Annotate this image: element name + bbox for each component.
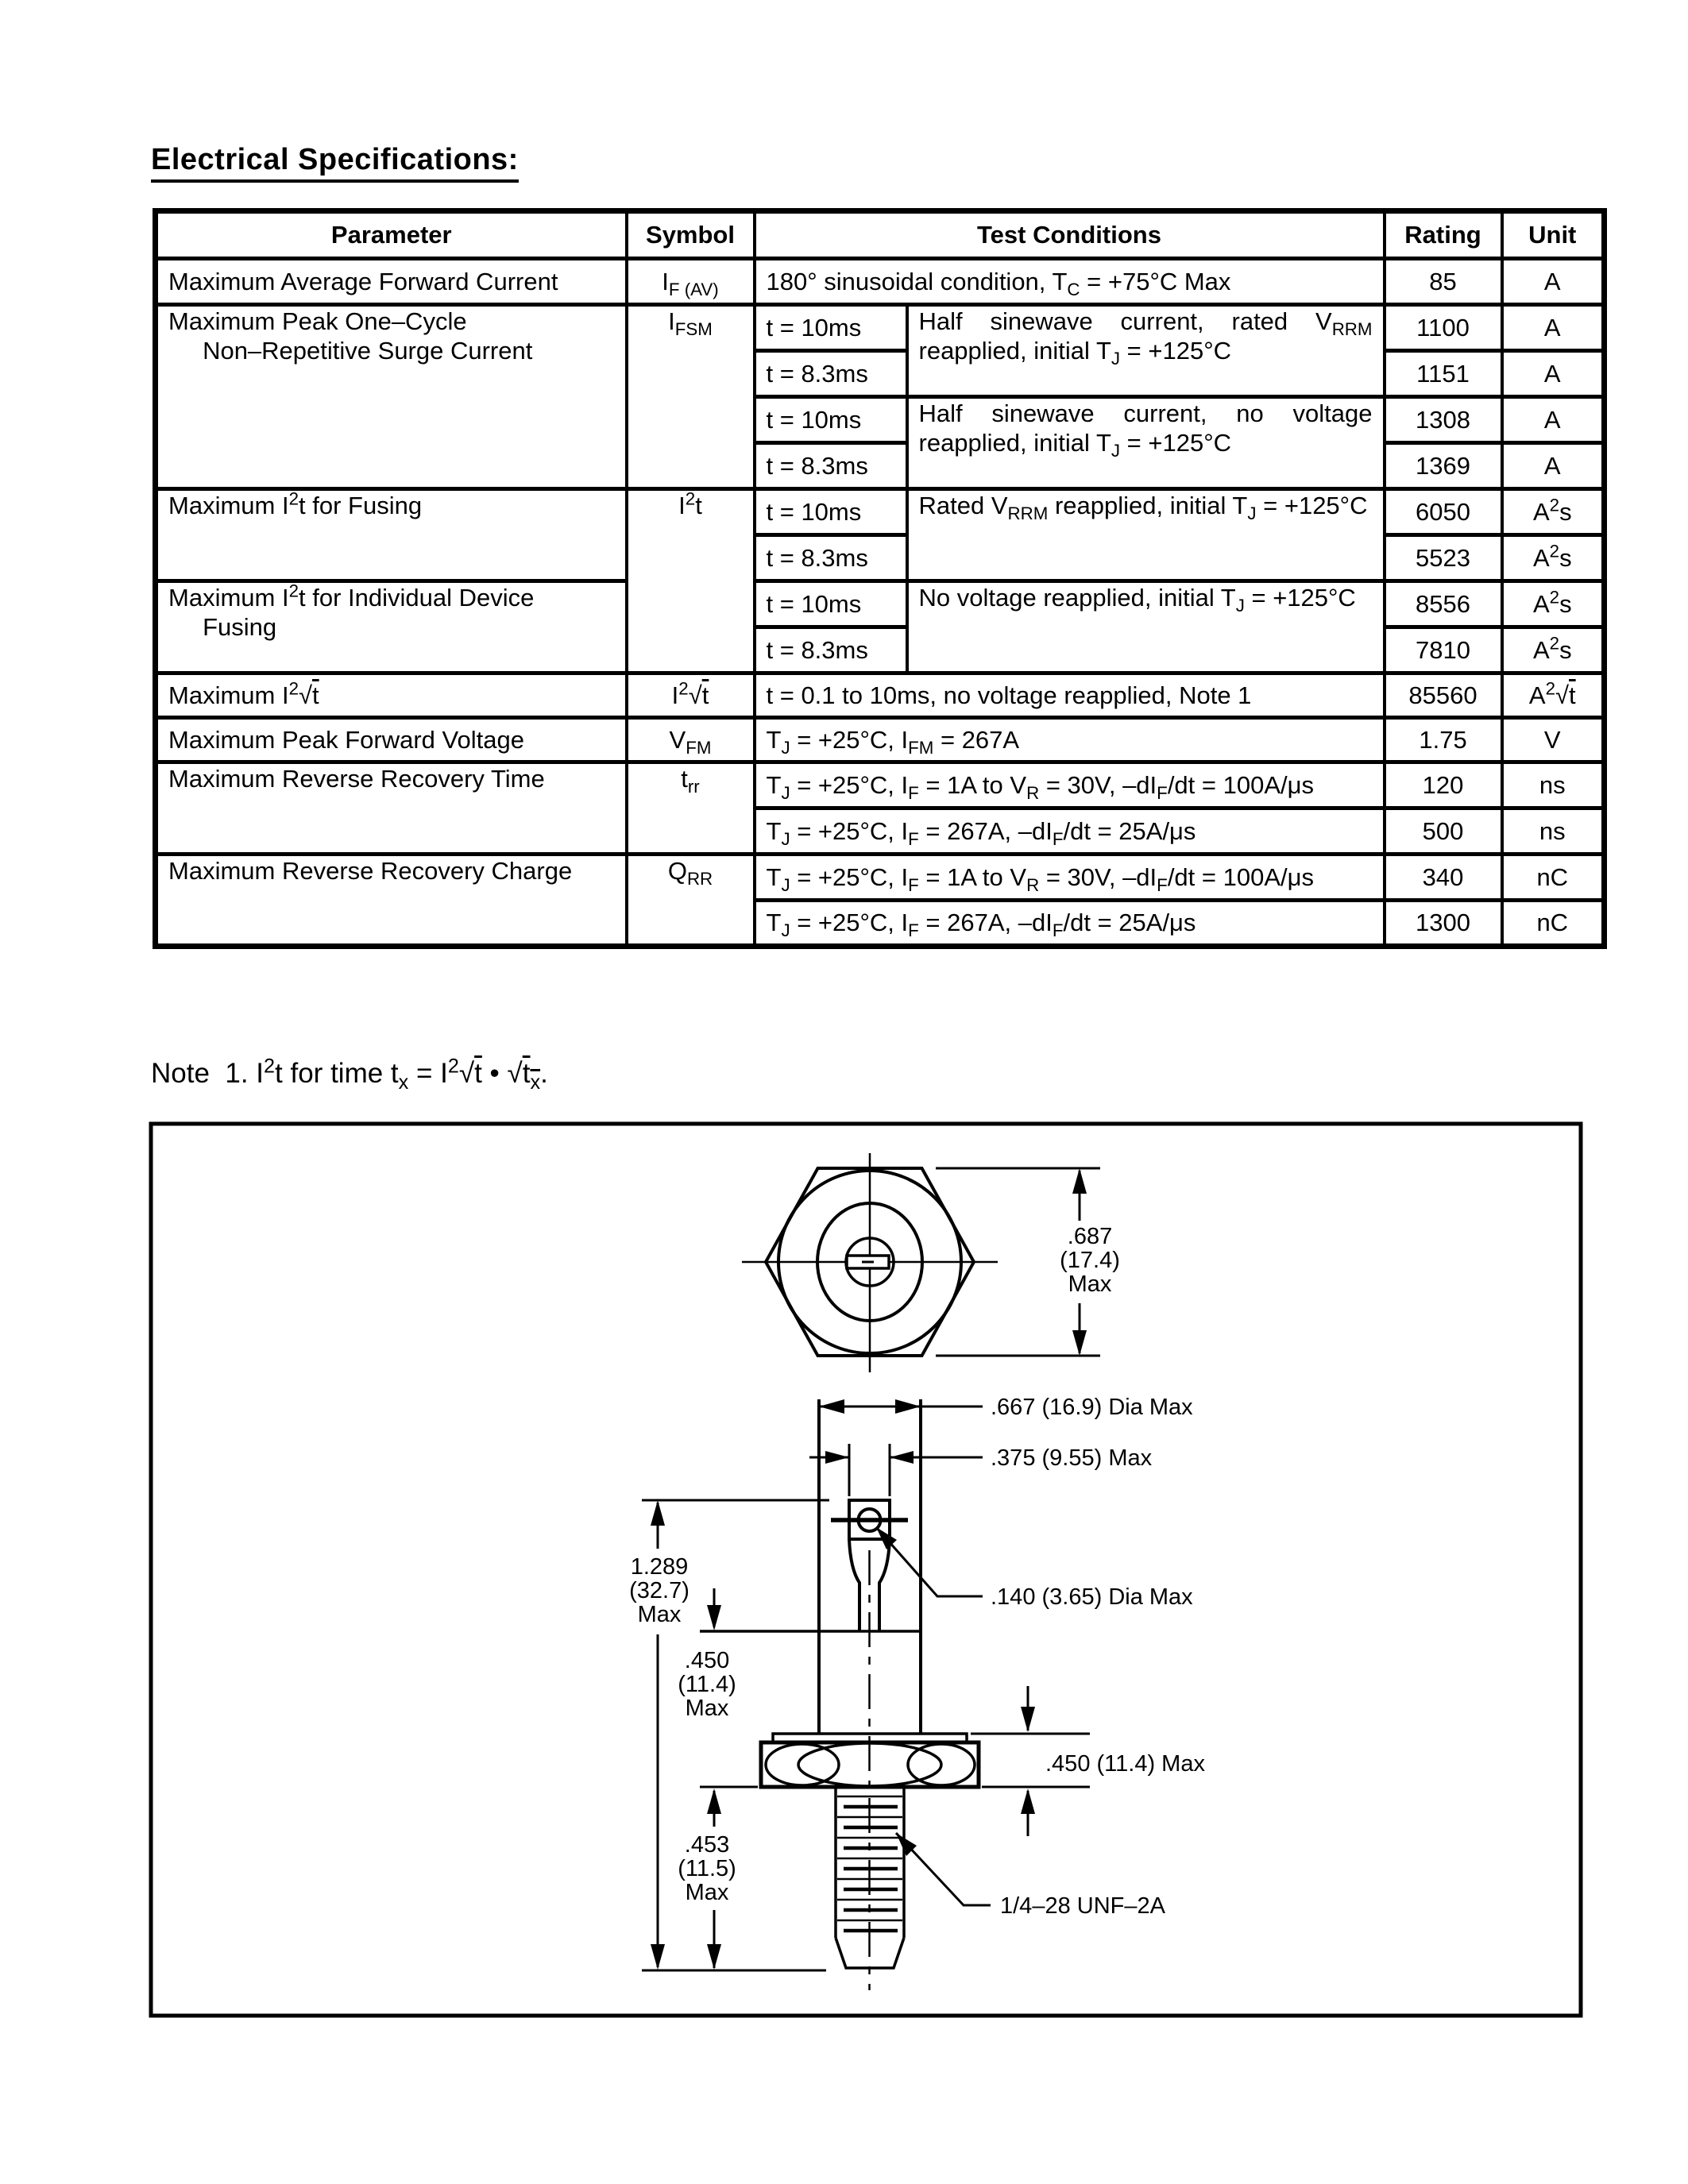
arrow-left-icon [890, 1451, 914, 1464]
unit-cell: $A^2s$ [1502, 581, 1605, 627]
col-header-symbol: Symbol [627, 211, 755, 259]
dim-375-label: .375 (9.55) Max [991, 1445, 1153, 1471]
dim-450r-label: .450 (11.4) Max [1045, 1751, 1205, 1777]
condition-cell: $T_J = +25^\circ C$, $I_{FM} = 267A$ [755, 718, 1385, 762]
dim-1289-label-mm: (32.7) [629, 1578, 689, 1603]
col-header-unit: Unit [1502, 211, 1605, 259]
unit-cell: $A^2s$ [1502, 627, 1605, 673]
condition-cell: $T_J = +25^\circ C$, $I_F = 1A$ to $V_R = 30V$, $-dI_F/dt = 100A/\mu s$ [755, 762, 1385, 808]
time-cell: t = 10ms [755, 489, 907, 535]
arrow-right-icon [825, 1451, 849, 1464]
time-cell: t = 8.3ms [755, 443, 907, 489]
leader-140 [876, 1527, 983, 1596]
symbol-cell: $I_{F (AV)}$ [627, 259, 755, 305]
time-cell: t = 10ms [755, 305, 907, 351]
rating-cell: 85560 [1385, 673, 1502, 718]
param-cell: Maximum $I^2t$ for Individual Device Fusing [156, 581, 627, 673]
param-cell: Maximum Reverse Recovery Time [156, 762, 627, 855]
col-header-test-conditions: Test Conditions [755, 211, 1385, 259]
dim-687-label-mm: (17.4) [1060, 1248, 1120, 1273]
param-cell: Maximum Peak Forward Voltage [156, 718, 627, 762]
symbol-cell: $I^2√t$ [627, 673, 755, 718]
unit-cell: $A^2s$ [1502, 535, 1605, 581]
unit-cell: nC [1502, 901, 1605, 947]
dim-1289-label-max: Max [637, 1602, 682, 1627]
condition-cell: 180° sinusoidal condition, $T_C = +75^\circ C$ Max [755, 259, 1385, 305]
condition-cell: Half sinewave current, rated $V_{RRM}$ reapplied, initial $T_J = +125^\circ C$ [907, 305, 1385, 397]
symbol-cell: $t_{rr}$ [627, 762, 755, 855]
rating-cell: 5523 [1385, 535, 1502, 581]
arrow-down-icon [707, 1944, 721, 1970]
dim-667-label: .667 (16.9) Dia Max [991, 1395, 1193, 1420]
page-title: Electrical Specifications: [151, 143, 519, 183]
dim-687-label: .687 [1067, 1224, 1113, 1249]
unit-cell: nC [1502, 855, 1605, 901]
unit-cell: A [1502, 397, 1605, 443]
unit-cell: $A^2√t$ [1502, 673, 1605, 718]
arrow-down-icon [1072, 1330, 1087, 1356]
arrow-up-icon [651, 1500, 665, 1526]
unit-cell: V [1502, 718, 1605, 762]
condition-cell: $T_J = +25^\circ C$, $I_F = 267A$, $-dI_F/dt = 25A/\mu s$ [755, 808, 1385, 855]
condition-cell: $T_J = +25^\circ C$, $I_F = 1A$ to $V_R = 30V$, $-dI_F/dt = 100A/\mu s$ [755, 855, 1385, 901]
unit-cell: A [1502, 443, 1605, 489]
condition-cell: $T_J = +25^\circ C$, $I_F = 267A$, $-dI_F/dt = 25A/\mu s$ [755, 901, 1385, 947]
param-cell: Maximum Peak One–Cycle Non–Repetitive Surge Current [156, 305, 627, 489]
arrow-down-icon [707, 1605, 721, 1630]
rating-cell: 1100 [1385, 305, 1502, 351]
condition-cell: t = 0.1 to 10ms, no voltage reapplied, Note 1 [755, 673, 1385, 718]
symbol-cell: $I_{FSM}$ [627, 305, 755, 489]
symbol-cell: $V_{FM}$ [627, 718, 755, 762]
arrow-left-icon [819, 1399, 844, 1414]
param-cell: Maximum Average Forward Current [156, 259, 627, 305]
unit-cell: A [1502, 351, 1605, 397]
dim-453-label-max: Max [685, 1880, 729, 1905]
time-cell: t = 8.3ms [755, 351, 907, 397]
rating-cell: 120 [1385, 762, 1502, 808]
rating-cell: 1.75 [1385, 718, 1502, 762]
arrow-up-icon [1021, 1788, 1035, 1814]
rating-cell: 6050 [1385, 489, 1502, 535]
dim-450l-label: .450 [684, 1648, 730, 1673]
time-cell: t = 8.3ms [755, 627, 907, 673]
dim-687-label-max: Max [1068, 1271, 1112, 1297]
rating-cell: 1308 [1385, 397, 1502, 443]
col-header-parameter: Parameter [156, 211, 627, 259]
arrow-up-icon [707, 1788, 721, 1814]
dim-450-left [700, 1588, 758, 1970]
dim-453-label-mm: (11.5) [678, 1856, 736, 1881]
time-cell: t = 10ms [755, 581, 907, 627]
arrow-right-icon [895, 1399, 921, 1414]
dim-450l-label-mm: (11.4) [678, 1672, 736, 1697]
rating-cell: 1369 [1385, 443, 1502, 489]
param-cell: Maximum Reverse Recovery Charge [156, 855, 627, 947]
unit-cell: A [1502, 305, 1605, 351]
dim-1289-label: 1.289 [630, 1554, 689, 1580]
rating-cell: 500 [1385, 808, 1502, 855]
rating-cell: 85 [1385, 259, 1502, 305]
unit-cell: A [1502, 259, 1605, 305]
time-cell: t = 8.3ms [755, 535, 907, 581]
dim-453-label: .453 [684, 1832, 730, 1858]
dim-140-label: .140 (3.65) Dia Max [991, 1584, 1193, 1610]
unit-cell: ns [1502, 762, 1605, 808]
top-view-hex [742, 1153, 998, 1372]
col-header-rating: Rating [1385, 211, 1502, 259]
time-cell: t = 10ms [755, 397, 907, 443]
arrow-down-icon [1021, 1707, 1035, 1732]
footnote: Note 1. $I^2t$ for time $t_x = I^2√t$ • $√t_x$. [151, 1055, 548, 1094]
rating-cell: 7810 [1385, 627, 1502, 673]
arrow-up-icon [1072, 1168, 1087, 1194]
unit-cell: $A^2s$ [1502, 489, 1605, 535]
lead-taper-right [879, 1539, 890, 1631]
rating-cell: 340 [1385, 855, 1502, 901]
thread-spec-label: 1/4–28 UNF–2A [1000, 1893, 1165, 1919]
condition-cell: Half sinewave current, no voltage reapplied, initial $T_J = +125^\circ C$ [907, 397, 1385, 489]
leader-thread [896, 1833, 991, 1905]
condition-cell: No voltage reapplied, initial $T_J = +125^\circ C$ [907, 581, 1385, 673]
symbol-cell: $I^2t$ [627, 489, 755, 673]
rating-cell: 1300 [1385, 901, 1502, 947]
arrow-down-icon [651, 1944, 665, 1970]
lead-taper-left [849, 1539, 859, 1631]
rating-cell: 8556 [1385, 581, 1502, 627]
rating-cell: 1151 [1385, 351, 1502, 397]
side-view-body [700, 1399, 983, 1968]
param-cell: Maximum $I^2t$ for Fusing [156, 489, 627, 581]
dim-450l-label-max: Max [685, 1696, 729, 1721]
symbol-cell: $Q_{RR}$ [627, 855, 755, 947]
unit-cell: ns [1502, 808, 1605, 855]
condition-cell: Rated $V_{RRM}$ reapplied, initial $T_J = +125^\circ C$ [907, 489, 1385, 581]
param-cell: Maximum $I^2√t$ [156, 673, 627, 718]
